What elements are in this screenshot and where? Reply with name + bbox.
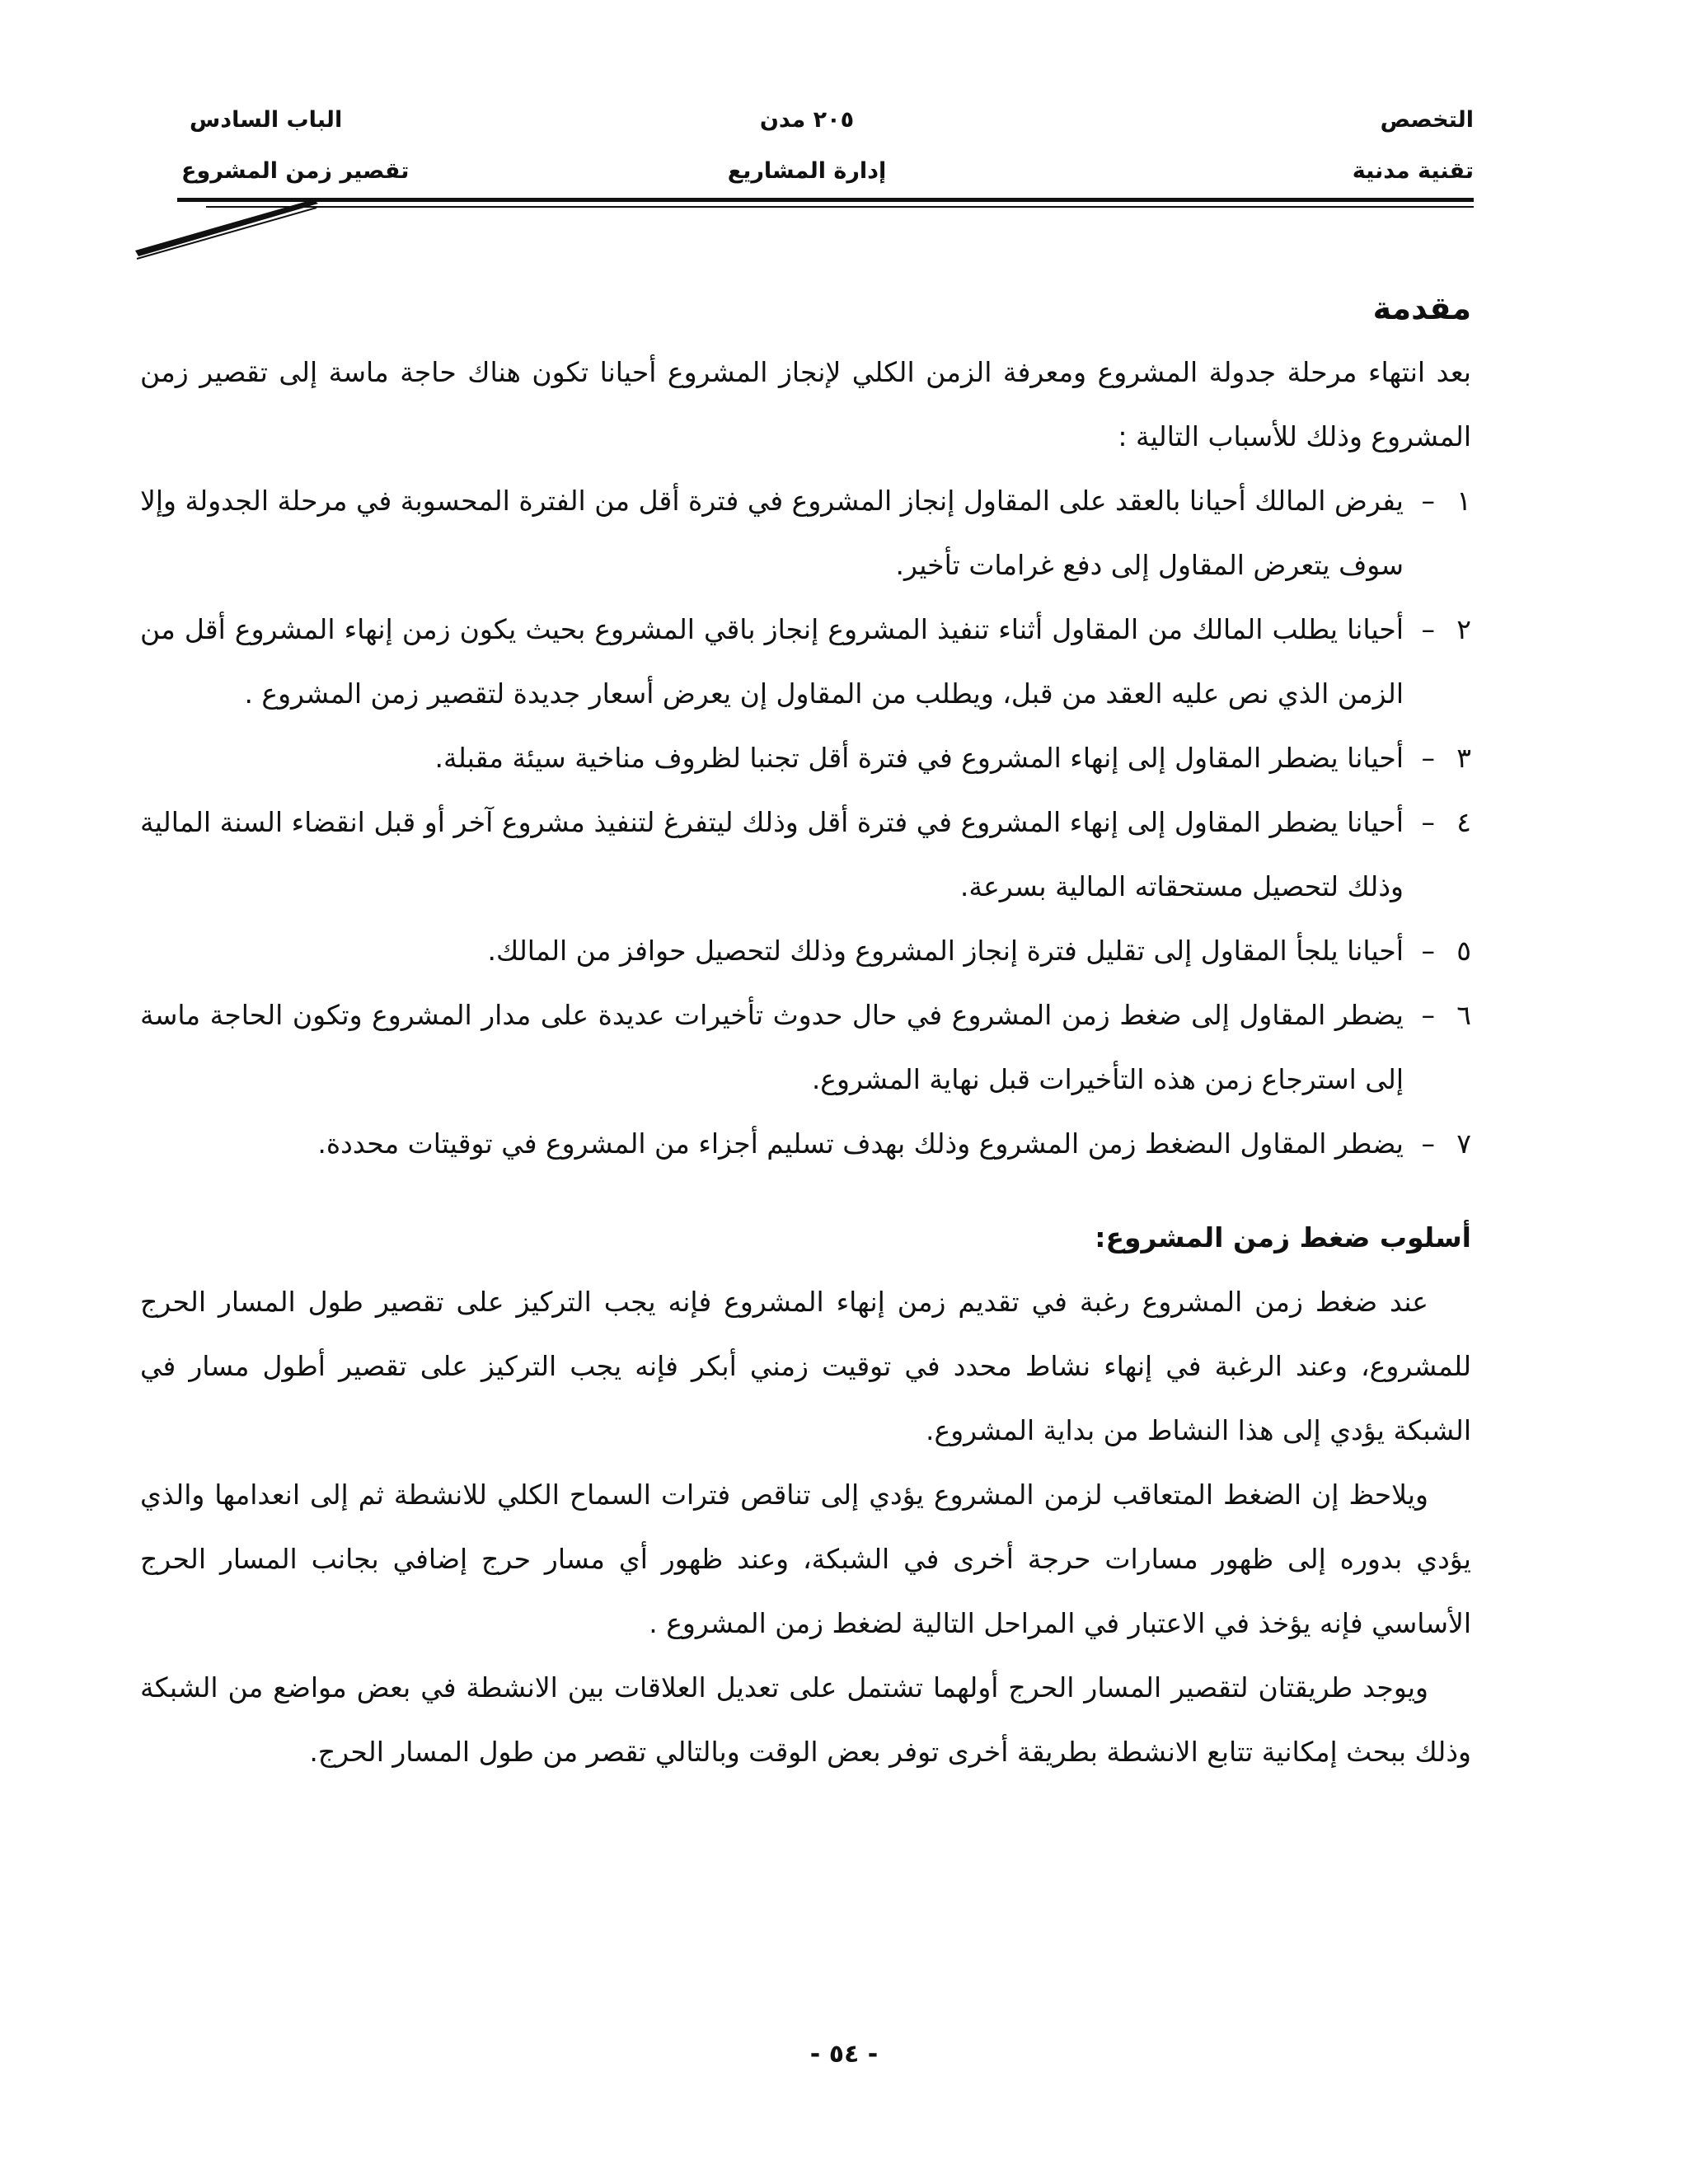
list-item-digit: ٧ (1456, 1127, 1471, 1160)
list-item-text: يضطر المقاول إلى ضغط زمن المشروع في حال حدوث تأخيرات عديدة على مدار المشروع وتكون الحاجة ماسة إلى استرجاع زمن هذه التأخيرات قبل نهاية المشروع. (140, 999, 1404, 1095)
page-number: - ٥٤ - (809, 2040, 879, 2069)
list-item (140, 469, 1471, 598)
course-name: إدارة المشاريع (727, 158, 887, 184)
list-item-text: أحيانا يضطر المقاول إلى إنهاء المشروع في فترة أقل وذلك ليتفرغ لتنفيذ مشروع آخر أو قبل انقضاء السنة المالية وذلك لتحصيل مستحقاته المالية بسرعة. (140, 806, 1404, 902)
reasons-list (140, 469, 1471, 1176)
body-paragraph: ويلاحظ إن الضغط المتعاقب لزمن المشروع يؤدي إلى تناقص فترات السماح الكلي للانشطة ثم إلى انعدامها والذي يؤدي بدوره إلى ظهور مسارات حرجة أخرى في الشبكة، وعند ظهور أي مسار حرج إضافي بجانب المسار الحرج الأساسي فإنه يؤخذ في الاعتبار في المراحل التالية لضغط زمن المشروع . (140, 1479, 1471, 1639)
list-item-digit: ٥ (1456, 935, 1471, 967)
list-item-text: أحيانا يلجأ المقاول إلى تقليل فترة إنجاز المشروع وذلك لتحصيل حوافز من المالك. (487, 935, 1404, 967)
list-item-number: ٦– (1404, 983, 1471, 1112)
chapter-number: الباب السادس (190, 107, 343, 133)
header-rule-thin (206, 206, 1474, 208)
list-item-number: ٥– (1404, 919, 1471, 983)
chapter-title: تقصير زمن المشروع (181, 158, 410, 184)
list-item (140, 790, 1471, 919)
list-item-digit: ١ (1456, 485, 1471, 517)
list-item-digit: ٦ (1456, 999, 1471, 1031)
list-item-digit: ٣ (1456, 742, 1471, 774)
intro-paragraph: بعد انتهاء مرحلة جدولة المشروع ومعرفة الزمن الكلي لإنجاز المشروع أحيانا تكون هناك حاجة ماسة إلى تقصير زمن المشروع وذلك للأسباب التالية : (140, 356, 1471, 452)
body-paragraph: عند ضغط زمن المشروع رغبة في تقديم زمن إنهاء المشروع فإنه يجب التركيز على تقصير طول المسار الحرج للمشروع، وعند الرغبة في إنهاء نشاط محدد في توقيت زمني أبكر فإنه يجب التركيز على تقصير أطول مسار في الشبكة يؤدي إلى هذا النشاط من بداية المشروع. (140, 1286, 1471, 1446)
section-heading-introduction: مقدمة (1372, 290, 1471, 326)
section-heading-compression-method: أسلوب ضغط زمن المشروع: (1095, 1221, 1471, 1254)
list-item-number: ٢– (1404, 598, 1471, 726)
list-item-digit: ٢ (1456, 613, 1471, 645)
list-item (140, 1112, 1471, 1176)
course-code: ٢٠٥ مدن (759, 107, 855, 133)
list-item-text: أحيانا يطلب المالك من المقاول أثناء تنفيذ المشروع إنجاز باقي المشروع بحيث يكون زمن إنهاء المشروع أقل من الزمن الذي نص عليه العقد من قبل، ويطلب من المقاول إن يعرض أسعار جديدة لتقصير زمن المشروع . (140, 613, 1404, 710)
page-header (140, 99, 1474, 198)
list-item (140, 919, 1471, 983)
list-item-text: يضطر المقاول الىضغط زمن المشروع وذلك بهدف تسليم أجزاء من المشروع في توقيتات محددة. (317, 1127, 1404, 1160)
header-slanted-ornament (132, 196, 321, 262)
list-item-text: أحيانا يضطر المقاول إلى إنهاء المشروع في فترة أقل تجنبا لظروف مناخية سيئة مقبلة. (434, 742, 1404, 774)
list-item-number: ١– (1404, 469, 1471, 598)
body-paragraph: ويوجد طريقتان لتقصير المسار الحرج أولهما تشتمل على تعديل العلاقات بين الانشطة في بعض مواضع من الشبكة وذلك ببحث إمكانية تتابع الانشطة بطريقة أخرى توفر بعض الوقت وبالتالي تقصر من طول المسار الحرج. (140, 1671, 1471, 1768)
header-rule-thick (177, 198, 1474, 202)
list-item-number: ٣– (1404, 726, 1471, 790)
list-item (140, 983, 1471, 1112)
list-item (140, 726, 1471, 790)
specialty-value: تقنية مدنية (1352, 158, 1474, 184)
list-item (140, 598, 1471, 726)
page-body (140, 276, 1471, 1784)
list-item-number: ٧– (1404, 1112, 1471, 1176)
specialty-label: التخصص (1380, 107, 1474, 133)
list-item-number: ٤– (1404, 790, 1471, 919)
list-item-digit: ٤ (1456, 806, 1471, 838)
list-item-text: يفرض المالك أحيانا بالعقد على المقاول إنجاز المشروع في فترة أقل من الفترة المحسوبة في مرحلة الجدولة وإلا سوف يتعرض المقاول إلى دفع غرامات تأخير. (140, 485, 1404, 581)
